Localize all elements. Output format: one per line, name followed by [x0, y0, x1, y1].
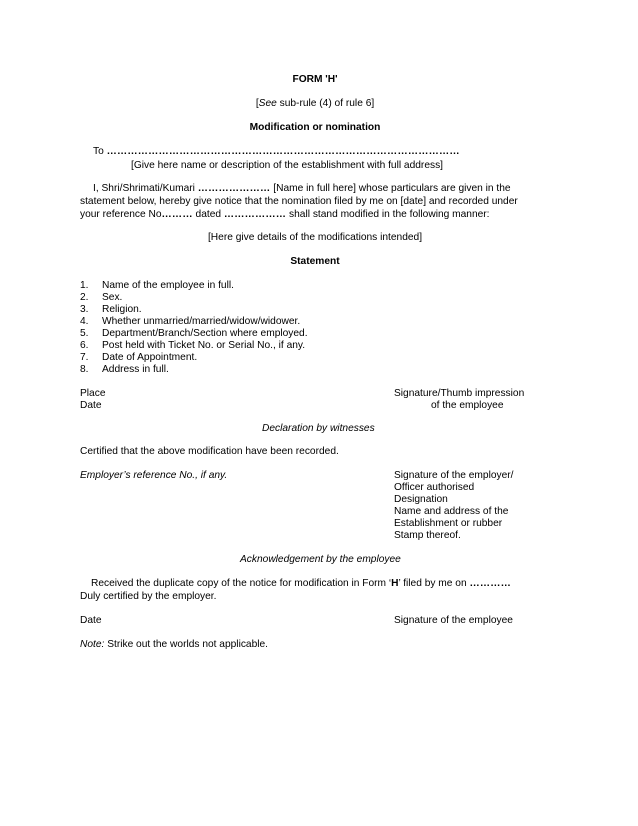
signature-thumb-label: Signature/Thumb impression	[394, 388, 525, 399]
statement-item-number: 2.	[80, 292, 89, 303]
rule-reference	[80, 98, 550, 110]
form-subtitle: Modification or nomination	[249, 122, 381, 133]
to-dots: …………………………………………………………………………………………	[106, 146, 460, 157]
para1-e: shall stand modified in the following manner:	[286, 209, 490, 220]
note-line	[80, 639, 268, 651]
employer-signature-line: Signature of the employer/	[394, 470, 514, 481]
para1-c: your reference No	[80, 209, 162, 220]
rule-rest: sub-rule (4) of rule 6]	[276, 98, 375, 109]
date-label-2: Date	[80, 615, 102, 626]
ack-b: ’ filed by me on	[398, 578, 470, 589]
acknowledgement-line2: Duly certified by the employer.	[80, 591, 217, 602]
declaration-heading: Declaration by witnesses	[262, 423, 375, 434]
statement-item-text: Religion.	[102, 304, 142, 315]
para1-dots3: ………………	[223, 209, 287, 220]
statement-item	[80, 340, 305, 352]
statement-item-number: 6.	[80, 340, 89, 351]
statement-item-number: 5.	[80, 328, 89, 339]
para1-dots1: …………………	[197, 183, 271, 194]
note-label: Note:	[80, 639, 105, 650]
of-employee-label: of the employee	[431, 400, 504, 411]
statement-item	[80, 280, 234, 292]
certified-text: Certified that the above modification have been recorded.	[80, 446, 339, 457]
statement-item	[80, 316, 300, 328]
place-label: Place	[80, 388, 106, 399]
to-line	[93, 146, 460, 158]
employer-signature-line: Name and address of the	[394, 506, 509, 517]
date-label: Date	[80, 400, 102, 411]
acknowledgement-line1	[91, 578, 511, 590]
statement-item-number: 8.	[80, 364, 89, 375]
statement-item-number: 7.	[80, 352, 89, 363]
para1-b: [Name in full here] whose particulars are given in the	[270, 183, 511, 194]
statement-item-text: Date of Appointment.	[102, 352, 198, 363]
statement-item	[80, 328, 308, 340]
statement-item-number: 4.	[80, 316, 89, 327]
acknowledgement-heading: Acknowledgement by the employee	[240, 554, 401, 565]
statement-item	[80, 304, 142, 316]
statement-item-text: Sex.	[102, 292, 123, 303]
statement-item	[80, 352, 197, 364]
rule-see: See	[258, 98, 277, 109]
rule-prefix: [	[255, 98, 259, 109]
establishment-hint: [Give here name or description of the establishment with full address]	[131, 160, 444, 171]
statement-item-text: Post held with Ticket No. or Serial No., if any.	[102, 340, 306, 351]
para1-d: dated	[192, 209, 224, 220]
ack-dots: …………	[469, 578, 512, 589]
para1-dots2: ………	[161, 209, 193, 220]
para1-line2: statement below, hereby give notice that the nomination filed by me on [date] and recorded under	[80, 196, 518, 207]
statement-item-text: Whether unmarried/married/widow/widower.	[102, 316, 301, 327]
statement-heading: Statement	[290, 256, 340, 267]
employer-signature-line: Designation	[394, 494, 448, 505]
modifications-hint: [Here give details of the modifications intended]	[207, 232, 423, 243]
signature-employee-label: Signature of the employee	[394, 615, 513, 626]
form-title: FORM 'H'	[292, 74, 338, 85]
statement-item-number: 3.	[80, 304, 89, 315]
statement-item-text: Name of the employee in full.	[102, 280, 234, 291]
statement-item-text: Department/Branch/Section where employed.	[102, 328, 308, 339]
para1-line1	[93, 183, 511, 195]
employer-reference: Employer’s reference No., if any.	[80, 470, 228, 481]
employer-signature-line: Establishment or rubber	[394, 518, 503, 529]
ack-form-letter: H	[391, 578, 399, 589]
statement-item-number: 1.	[80, 280, 89, 291]
to-label: To	[93, 146, 107, 157]
employer-signature-line: Stamp thereof.	[394, 530, 461, 541]
para1-line3	[80, 209, 490, 221]
statement-item	[80, 292, 122, 304]
statement-item	[80, 364, 169, 376]
note-text: Strike out the worlds not applicable.	[104, 639, 269, 650]
employer-signature-line: Officer authorised	[394, 482, 475, 493]
ack-a: Received the duplicate copy of the notice for modification in Form ‘	[91, 578, 392, 589]
statement-item-text: Address in full.	[102, 364, 169, 375]
para1-a: I, Shri/Shrimati/Kumari	[93, 183, 198, 194]
